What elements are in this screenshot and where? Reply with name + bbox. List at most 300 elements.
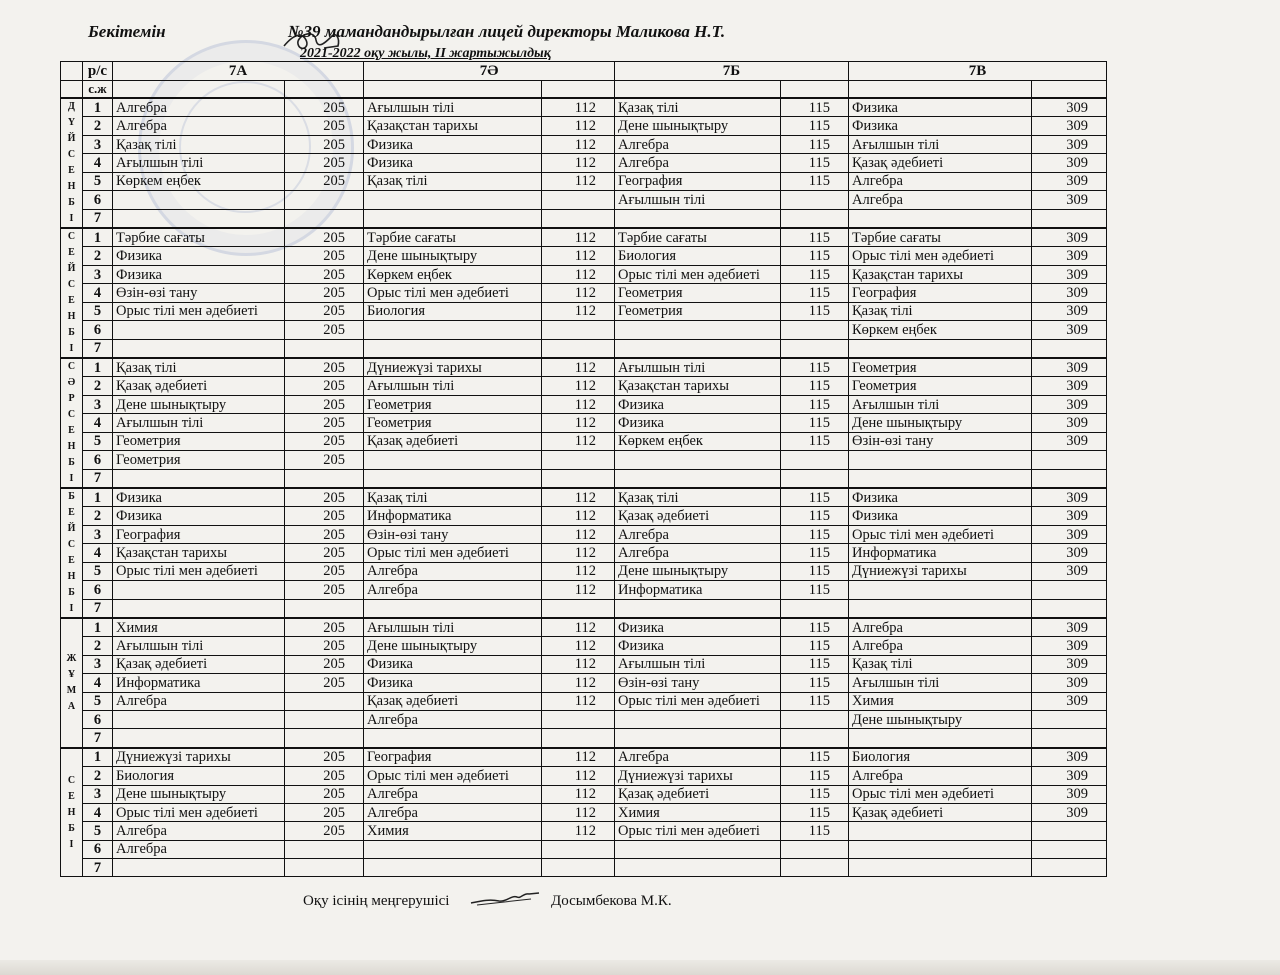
- lesson-number: 3: [83, 135, 113, 153]
- room-number: 205: [285, 803, 364, 821]
- schedule-row: [61, 710, 1107, 728]
- subject-cell: Қазақ әдебиеті: [364, 432, 542, 450]
- room-number: 309: [1032, 265, 1107, 283]
- room-number: 115: [781, 488, 849, 507]
- lesson-number: 1: [83, 228, 113, 247]
- schedule-row: [61, 377, 1107, 395]
- lesson-number: 2: [83, 247, 113, 265]
- subject-cell: Биология: [113, 767, 285, 785]
- subject-cell: Орыс тілі мен әдебиеті: [364, 544, 542, 562]
- room-number: [1032, 581, 1107, 599]
- room-number: 309: [1032, 247, 1107, 265]
- subject-cell: Физика: [364, 154, 542, 172]
- room-number: 112: [542, 395, 615, 413]
- subject-cell: Қазақ әдебиеті: [615, 507, 781, 525]
- room-number: [1032, 209, 1107, 228]
- subject-cell: [849, 822, 1032, 840]
- subject-cell: Ағылшын тілі: [364, 618, 542, 637]
- room-number: [1032, 729, 1107, 748]
- schedule-row: [61, 154, 1107, 172]
- schedule-row: [61, 339, 1107, 358]
- subject-cell: [849, 339, 1032, 358]
- subject-cell: Информатика: [113, 674, 285, 692]
- subject-cell: Қазақ әдебиеті: [364, 692, 542, 710]
- subject-cell: Ағылшын тілі: [113, 154, 285, 172]
- subject-cell: [615, 599, 781, 618]
- day-label: [61, 488, 83, 618]
- page-edge: [0, 960, 1280, 975]
- approve-label: Бекітемін: [88, 22, 166, 41]
- schedule-row: [61, 414, 1107, 432]
- subject-cell: Дене шынықтыру: [364, 247, 542, 265]
- day-letter: Е: [68, 247, 75, 258]
- schedule-row: [61, 637, 1107, 655]
- room-number: 309: [1032, 618, 1107, 637]
- subject-cell: География: [615, 172, 781, 190]
- room-number: [1032, 469, 1107, 488]
- subject-cell: Химия: [113, 618, 285, 637]
- subject-cell: География: [113, 525, 285, 543]
- day-label: [61, 358, 83, 488]
- room-number: 112: [542, 767, 615, 785]
- day-letter: С: [67, 409, 76, 420]
- room-number: 112: [542, 822, 615, 840]
- room-number: 115: [781, 822, 849, 840]
- subject-cell: Физика: [364, 135, 542, 153]
- room-number: [542, 840, 615, 858]
- subject-cell: Геометрия: [615, 284, 781, 302]
- lesson-number: 6: [83, 581, 113, 599]
- subject-cell: Орыс тілі мен әдебиеті: [364, 767, 542, 785]
- room-number: 309: [1032, 377, 1107, 395]
- room-number: 205: [285, 414, 364, 432]
- schedule-row: [61, 191, 1107, 209]
- room-number: 205: [285, 154, 364, 172]
- lesson-number: 5: [83, 562, 113, 580]
- room-number: 205: [285, 655, 364, 673]
- day-label: [61, 748, 83, 877]
- day-letter: С: [67, 149, 76, 160]
- subject-cell: Алгебра: [364, 581, 542, 599]
- schedule-row: [61, 172, 1107, 190]
- room-number: 205: [285, 321, 364, 339]
- subject-cell: Орыс тілі мен әдебиеті: [849, 785, 1032, 803]
- day-letter: І: [69, 603, 74, 614]
- room-number: 205: [285, 98, 364, 117]
- lesson-number: 4: [83, 154, 113, 172]
- room-number: 115: [781, 154, 849, 172]
- subject-cell: Орыс тілі мен әдебиеті: [364, 284, 542, 302]
- room-number: [1032, 339, 1107, 358]
- room-number: [285, 729, 364, 748]
- schedule-row: [61, 581, 1107, 599]
- room-number: 115: [781, 98, 849, 117]
- subject-cell: Алгебра: [849, 191, 1032, 209]
- room-number: [542, 321, 615, 339]
- subject-cell: Геометрия: [364, 395, 542, 413]
- subject-cell: Дене шынықтыру: [364, 637, 542, 655]
- schedule-row: [61, 432, 1107, 450]
- subject-cell: Дүниежүзі тарихы: [615, 767, 781, 785]
- day-letter: Д: [68, 101, 75, 112]
- lesson-number: 7: [83, 599, 113, 618]
- room-number: 309: [1032, 135, 1107, 153]
- subject-cell: Қазақ әдебиеті: [113, 377, 285, 395]
- room-number: 115: [781, 618, 849, 637]
- subject-cell: [364, 191, 542, 209]
- subject-cell: [615, 209, 781, 228]
- day-label: [61, 618, 83, 748]
- subject-cell: Химия: [364, 822, 542, 840]
- room-number: 309: [1032, 507, 1107, 525]
- room-number: 309: [1032, 692, 1107, 710]
- subject-cell: Алгебра: [849, 637, 1032, 655]
- subject-cell: [364, 840, 542, 858]
- room-number: 112: [542, 507, 615, 525]
- room-number: 112: [542, 284, 615, 302]
- subject-cell: [113, 599, 285, 618]
- subject-cell: [364, 599, 542, 618]
- subject-cell: Алгебра: [364, 803, 542, 821]
- room-number: 115: [781, 637, 849, 655]
- room-number: 112: [542, 674, 615, 692]
- room-number: 205: [285, 544, 364, 562]
- schedule-row: [61, 321, 1107, 339]
- room-number: [781, 321, 849, 339]
- subject-cell: [615, 710, 781, 728]
- deputy-role: Оқу ісінің меңгерушісі: [303, 893, 450, 909]
- subject-cell: Ағылшын тілі: [113, 414, 285, 432]
- room-number: [285, 710, 364, 728]
- subject-cell: Өзін-өзі тану: [615, 674, 781, 692]
- subject-cell: [113, 710, 285, 728]
- subject-cell: Информатика: [849, 544, 1032, 562]
- subject-cell: Орыс тілі мен әдебиеті: [849, 247, 1032, 265]
- subject-cell: География: [364, 748, 542, 767]
- lesson-number: 2: [83, 377, 113, 395]
- schedule-row: [61, 803, 1107, 821]
- room-number: 309: [1032, 172, 1107, 190]
- subject-cell: Дене шынықтыру: [615, 562, 781, 580]
- day-letter: Е: [68, 425, 75, 436]
- room-number: 115: [781, 247, 849, 265]
- subject-cell: [849, 209, 1032, 228]
- day-letter: Й: [67, 523, 76, 534]
- room-number: 112: [542, 544, 615, 562]
- schedule-row: [61, 469, 1107, 488]
- schedule-row: [61, 265, 1107, 283]
- header-pc: р/с: [83, 62, 113, 81]
- subject-cell: Қазақ тілі: [849, 302, 1032, 320]
- room-number: 112: [542, 785, 615, 803]
- lesson-number: 7: [83, 339, 113, 358]
- room-number: [781, 599, 849, 618]
- room-number: 309: [1032, 117, 1107, 135]
- subject-cell: Ағылшын тілі: [849, 674, 1032, 692]
- subject-cell: Алгебра: [113, 840, 285, 858]
- day-letter: І: [69, 838, 74, 850]
- day-letter: Е: [68, 790, 75, 802]
- subject-cell: Физика: [113, 488, 285, 507]
- subject-cell: Информатика: [615, 581, 781, 599]
- subject-cell: [113, 859, 285, 877]
- room-number: 115: [781, 674, 849, 692]
- subject-cell: [364, 729, 542, 748]
- subject-cell: Алгебра: [849, 767, 1032, 785]
- schedule-row: [61, 785, 1107, 803]
- subject-cell: Биология: [615, 247, 781, 265]
- subject-cell: Дүниежүзі тарихы: [849, 562, 1032, 580]
- subject-cell: [113, 581, 285, 599]
- room-number: 112: [542, 748, 615, 767]
- day-letter: Б: [68, 587, 75, 598]
- day-letter: С: [67, 361, 76, 372]
- subject-cell: [615, 339, 781, 358]
- room-number: 112: [542, 414, 615, 432]
- subject-cell: Химия: [615, 803, 781, 821]
- day-letter: Р: [68, 393, 75, 404]
- subject-cell: Алгебра: [364, 562, 542, 580]
- schedule-body: [61, 98, 1107, 877]
- room-number: 112: [542, 377, 615, 395]
- schedule-row: [61, 822, 1107, 840]
- room-number: 115: [781, 544, 849, 562]
- subject-cell: Физика: [364, 655, 542, 673]
- lesson-number: 4: [83, 544, 113, 562]
- subject-cell: [615, 840, 781, 858]
- subject-cell: Қазақ тілі: [615, 98, 781, 117]
- room-number: 205: [285, 358, 364, 377]
- day-letter: Й: [67, 263, 76, 274]
- room-number: [1032, 822, 1107, 840]
- subject-cell: Ағылшын тілі: [615, 191, 781, 209]
- room-number: 205: [285, 562, 364, 580]
- day-letter: А: [67, 700, 76, 712]
- subject-cell: Ағылшын тілі: [615, 655, 781, 673]
- subject-cell: Геометрия: [113, 432, 285, 450]
- subject-cell: Алгебра: [615, 748, 781, 767]
- room-number: 112: [542, 618, 615, 637]
- room-number: 205: [285, 637, 364, 655]
- room-number: 115: [781, 562, 849, 580]
- header: [88, 22, 808, 46]
- room-number: [1032, 840, 1107, 858]
- subject-cell: Қазақ әдебиеті: [113, 655, 285, 673]
- room-number: [781, 729, 849, 748]
- lesson-number: 1: [83, 358, 113, 377]
- day-letter: М: [66, 684, 77, 696]
- day-letter: Н: [67, 441, 76, 452]
- day-letter: Н: [67, 181, 76, 192]
- room-number: 115: [781, 432, 849, 450]
- room-number: [542, 191, 615, 209]
- room-number: [542, 209, 615, 228]
- room-number: [285, 692, 364, 710]
- room-number: 309: [1032, 154, 1107, 172]
- schedule-row: [61, 618, 1107, 637]
- subject-cell: Физика: [615, 637, 781, 655]
- schedule-row: [61, 117, 1107, 135]
- subject-cell: Қазақстан тарихы: [615, 377, 781, 395]
- subject-cell: [615, 321, 781, 339]
- subject-cell: Қазақстан тарихы: [849, 265, 1032, 283]
- subject-cell: Алгебра: [113, 822, 285, 840]
- lesson-number: 4: [83, 284, 113, 302]
- room-number: 112: [542, 525, 615, 543]
- schedule-row: [61, 451, 1107, 469]
- lesson-number: 3: [83, 265, 113, 283]
- room-number: 112: [542, 581, 615, 599]
- room-number: [285, 469, 364, 488]
- lesson-number: 1: [83, 748, 113, 767]
- day-letter: Н: [67, 806, 76, 818]
- subject-cell: Ағылшын тілі: [849, 395, 1032, 413]
- room-number: 205: [285, 395, 364, 413]
- room-number: 115: [781, 358, 849, 377]
- lesson-number: 2: [83, 117, 113, 135]
- subject-cell: Орыс тілі мен әдебиеті: [113, 562, 285, 580]
- room-number: 115: [781, 135, 849, 153]
- subject-cell: Алгебра: [615, 154, 781, 172]
- room-number: 115: [781, 395, 849, 413]
- schedule-row: [61, 228, 1107, 247]
- room-number: 115: [781, 228, 849, 247]
- room-number: 309: [1032, 191, 1107, 209]
- lesson-number: 6: [83, 451, 113, 469]
- room-number: 309: [1032, 767, 1107, 785]
- lesson-number: 5: [83, 822, 113, 840]
- room-number: 309: [1032, 98, 1107, 117]
- subject-cell: Ағылшын тілі: [849, 135, 1032, 153]
- room-number: 205: [285, 377, 364, 395]
- room-number: 205: [285, 525, 364, 543]
- room-number: 112: [542, 135, 615, 153]
- day-letter: І: [69, 473, 74, 484]
- subject-cell: Қазақ әдебиеті: [849, 803, 1032, 821]
- room-number: [542, 710, 615, 728]
- subject-cell: Тәрбие сағаты: [615, 228, 781, 247]
- subject-cell: [849, 581, 1032, 599]
- lesson-number: 4: [83, 674, 113, 692]
- subject-cell: Алгебра: [849, 618, 1032, 637]
- room-number: [542, 599, 615, 618]
- subject-cell: [113, 469, 285, 488]
- subject-cell: Дене шынықтыру: [113, 785, 285, 803]
- subject-cell: Дене шынықтыру: [113, 395, 285, 413]
- room-number: 115: [781, 581, 849, 599]
- schedule-row: [61, 284, 1107, 302]
- subject-cell: Ағылшын тілі: [364, 377, 542, 395]
- day-letter: Б: [68, 327, 75, 338]
- room-number: [781, 191, 849, 209]
- day-letter: І: [69, 343, 74, 354]
- room-number: 205: [285, 748, 364, 767]
- room-number: 309: [1032, 395, 1107, 413]
- subject-cell: Орыс тілі мен әдебиеті: [113, 803, 285, 821]
- subject-cell: Тәрбие сағаты: [849, 228, 1032, 247]
- subject-cell: Физика: [849, 117, 1032, 135]
- room-number: 112: [542, 358, 615, 377]
- director-title: №39 мамандандырылған лицей директоры Маликова Н.Т.: [288, 22, 726, 41]
- room-number: 205: [285, 302, 364, 320]
- subject-cell: Геометрия: [615, 302, 781, 320]
- room-number: 205: [285, 581, 364, 599]
- subject-cell: [849, 729, 1032, 748]
- room-number: 115: [781, 117, 849, 135]
- room-number: [781, 209, 849, 228]
- lesson-number: 3: [83, 525, 113, 543]
- room-number: [285, 339, 364, 358]
- subject-cell: Көркем еңбек: [113, 172, 285, 190]
- room-number: 309: [1032, 228, 1107, 247]
- room-number: 205: [285, 432, 364, 450]
- subject-cell: Орыс тілі мен әдебиеті: [113, 302, 285, 320]
- subject-cell: Өзін-өзі тану: [364, 525, 542, 543]
- lesson-number: 4: [83, 414, 113, 432]
- subject-cell: Қазақстан тарихы: [364, 117, 542, 135]
- class-header-7v: 7В: [849, 62, 1107, 81]
- subject-cell: Қазақ тілі: [364, 488, 542, 507]
- room-number: 205: [285, 265, 364, 283]
- room-number: [542, 729, 615, 748]
- lesson-number: 7: [83, 859, 113, 877]
- subject-cell: Қазақ тілі: [113, 135, 285, 153]
- lesson-number: 6: [83, 840, 113, 858]
- lesson-number: 2: [83, 507, 113, 525]
- room-number: [542, 859, 615, 877]
- class-header-7b: 7Б: [615, 62, 849, 81]
- room-number: 115: [781, 302, 849, 320]
- room-number: 309: [1032, 748, 1107, 767]
- schedule-table: [60, 61, 1107, 877]
- room-number: 112: [542, 692, 615, 710]
- day-letter: Е: [68, 555, 75, 566]
- subject-cell: Геометрия: [849, 377, 1032, 395]
- subject-cell: [364, 469, 542, 488]
- subject-cell: Қазақ тілі: [849, 655, 1032, 673]
- room-number: 309: [1032, 562, 1107, 580]
- lesson-number: 6: [83, 710, 113, 728]
- room-number: 309: [1032, 544, 1107, 562]
- day-letter: Б: [68, 491, 75, 502]
- lesson-number: 7: [83, 469, 113, 488]
- subject-cell: [615, 469, 781, 488]
- subject-cell: Дене шынықтыру: [849, 710, 1032, 728]
- room-number: 112: [542, 302, 615, 320]
- subject-cell: [849, 840, 1032, 858]
- subject-cell: [364, 209, 542, 228]
- subject-cell: Көркем еңбек: [849, 321, 1032, 339]
- subject-cell: Қазақ тілі: [364, 172, 542, 190]
- room-number: 309: [1032, 302, 1107, 320]
- room-number: 205: [285, 247, 364, 265]
- schedule-row: [61, 562, 1107, 580]
- subject-cell: [113, 191, 285, 209]
- room-number: 115: [781, 507, 849, 525]
- room-number: 205: [285, 822, 364, 840]
- subject-cell: [849, 859, 1032, 877]
- room-number: 115: [781, 655, 849, 673]
- room-number: [1032, 451, 1107, 469]
- subject-cell: Химия: [849, 692, 1032, 710]
- day-letter: С: [67, 279, 76, 290]
- subject-cell: [364, 451, 542, 469]
- room-number: 115: [781, 692, 849, 710]
- room-number: 112: [542, 154, 615, 172]
- subject-cell: Физика: [113, 247, 285, 265]
- subject-cell: Геометрия: [849, 358, 1032, 377]
- room-number: 115: [781, 525, 849, 543]
